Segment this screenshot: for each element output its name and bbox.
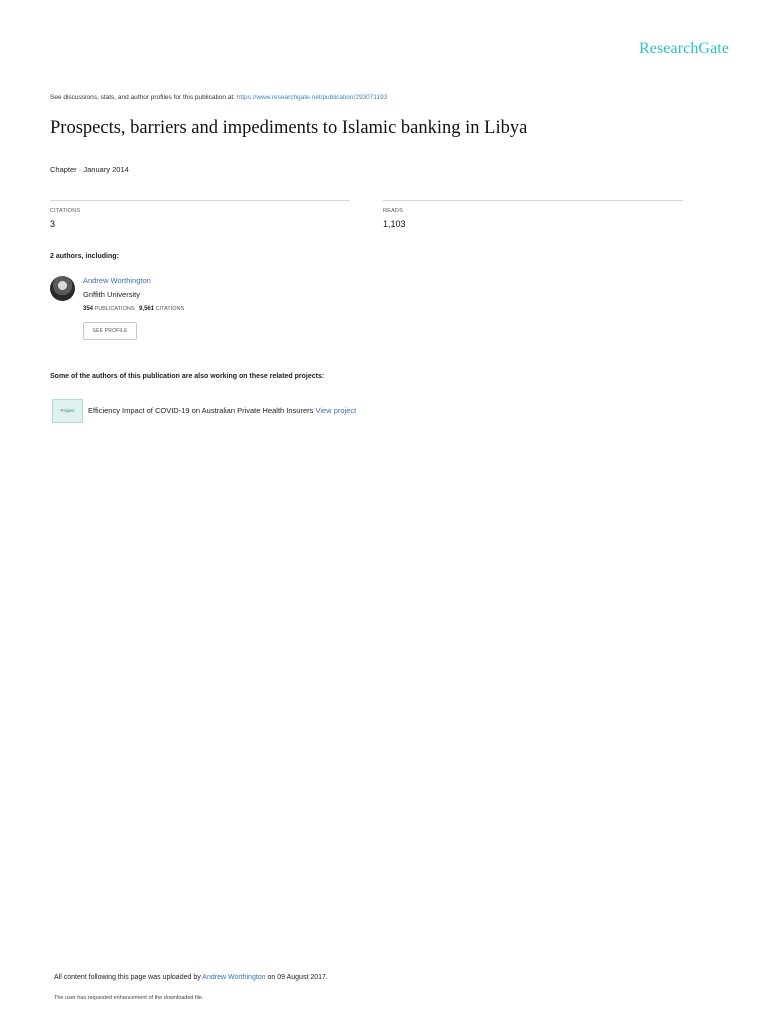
author-publications-label: PUBLICATIONS [94, 306, 135, 312]
author-avatar[interactable] [50, 276, 75, 301]
citations-label: CITATIONS [50, 208, 81, 214]
researchgate-logo[interactable]: ResearchGate [639, 40, 730, 57]
reads-value: 1,103 [383, 219, 406, 229]
reads-label: READS [383, 208, 403, 214]
author-citations-label: CITATIONS [155, 306, 185, 312]
related-projects-heading: Some of the authors of this publication are also working on these related projects: [50, 373, 325, 380]
upload-note [54, 974, 328, 981]
reads-divider [383, 200, 683, 201]
project-badge[interactable]: Project [52, 399, 83, 423]
uploader-link[interactable]: Andrew Worthington [202, 974, 266, 981]
project-title: Efficiency Impact of COVID-19 on Australian Private Health Insurers [88, 406, 314, 415]
related-project [88, 406, 356, 415]
view-project-link[interactable]: View project [315, 406, 357, 415]
see-profile-button[interactable]: SEE PROFILE [83, 322, 137, 340]
discussion-line [50, 94, 387, 101]
author-citations-count: 9,561 [139, 306, 155, 312]
author-stats [83, 306, 184, 312]
upload-suffix: on 09 August 2017. [267, 974, 328, 981]
author-publications-count: 354 [83, 306, 94, 312]
publication-type-date: Chapter · January 2014 [50, 165, 129, 174]
publication-url-link[interactable]: https://www.researchgate.net/publication/293071193 [236, 94, 388, 101]
citations-value: 3 [50, 219, 56, 229]
author-institution: Griffith University [83, 290, 140, 299]
discussion-prefix: See discussions, stats, and author profiles for this publication at: [50, 94, 235, 101]
upload-prefix: All content following this page was uploaded by [54, 974, 201, 981]
enhancement-note: The user has requested enhancement of the downloaded file. [54, 995, 204, 1001]
citations-divider [50, 200, 350, 201]
authors-heading: 2 authors, including: [50, 253, 119, 260]
publication-title: Prospects, barriers and impediments to Islamic banking in Libya [50, 118, 528, 138]
author-name-link[interactable]: Andrew Worthington [83, 276, 151, 285]
